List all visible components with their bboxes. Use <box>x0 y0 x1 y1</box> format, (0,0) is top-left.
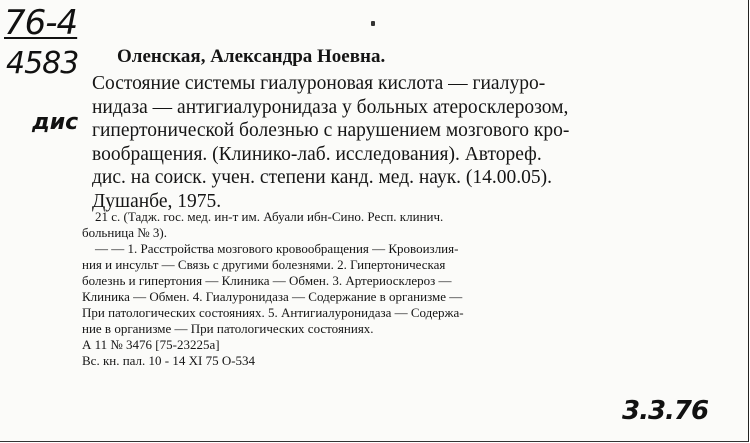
detail-line: При патологических состояниях. 5. Антигиалуронидаза — Содержа- <box>82 305 464 320</box>
accession-line: А 11 № 3476 [75-23225а] <box>82 337 220 352</box>
call-number-top: 76-4 <box>4 3 78 43</box>
call-number-bottom: 4583 <box>6 46 79 81</box>
detail-line: — — 1. Расстройства мозгового кровообращения — Кровоизлия- <box>82 241 459 256</box>
detail-line: Клиника — Обмен. 4. Гиалуронидаза — Содержание в организме — <box>82 289 463 304</box>
date-mark: 3.3.76 <box>622 396 709 426</box>
chamber-line: Вс. кн. пал. 10 - 14 XI 75 О-534 <box>82 353 256 368</box>
title-line: дис. на соиск. учен. степени канд. мед. наук. (14.00.05). <box>92 167 553 188</box>
detail-line: больница № 3). <box>82 225 167 240</box>
title-line: Состояние системы гиалуроновая кислота — гиалуро- <box>92 73 546 94</box>
title-paragraph <box>92 72 569 213</box>
detail-line: 21 с. (Тадж. гос. мед. ин-т им. Абуали ибн-Сино. Респ. клинич. <box>82 209 444 224</box>
author-heading: Оленская, Александра Ноевна. <box>117 46 386 67</box>
detail-line: ние в организме — При патологических состояниях. <box>82 321 374 336</box>
title-line: нидаза — антигиалуронидаза у больных атеросклерозом, <box>92 96 569 118</box>
detail-line: болезнь и гипертония — Клиника — Обмен. 3. Артериосклероз — <box>82 273 452 288</box>
title-line: Душанбе, 1975. <box>92 190 222 212</box>
type-mark: дис <box>32 110 79 135</box>
detail-paragraph <box>82 209 464 369</box>
title-line: вообращения. (Клинико-лаб. исследования). Автореф. <box>92 143 542 165</box>
title-line: гипертонической болезнью с нарушением мозгового кро- <box>92 120 570 141</box>
detail-line: ния и инсульт — Связь с другими болезнями. 2. Гипертоническая <box>82 257 446 272</box>
ink-dot <box>371 21 375 26</box>
